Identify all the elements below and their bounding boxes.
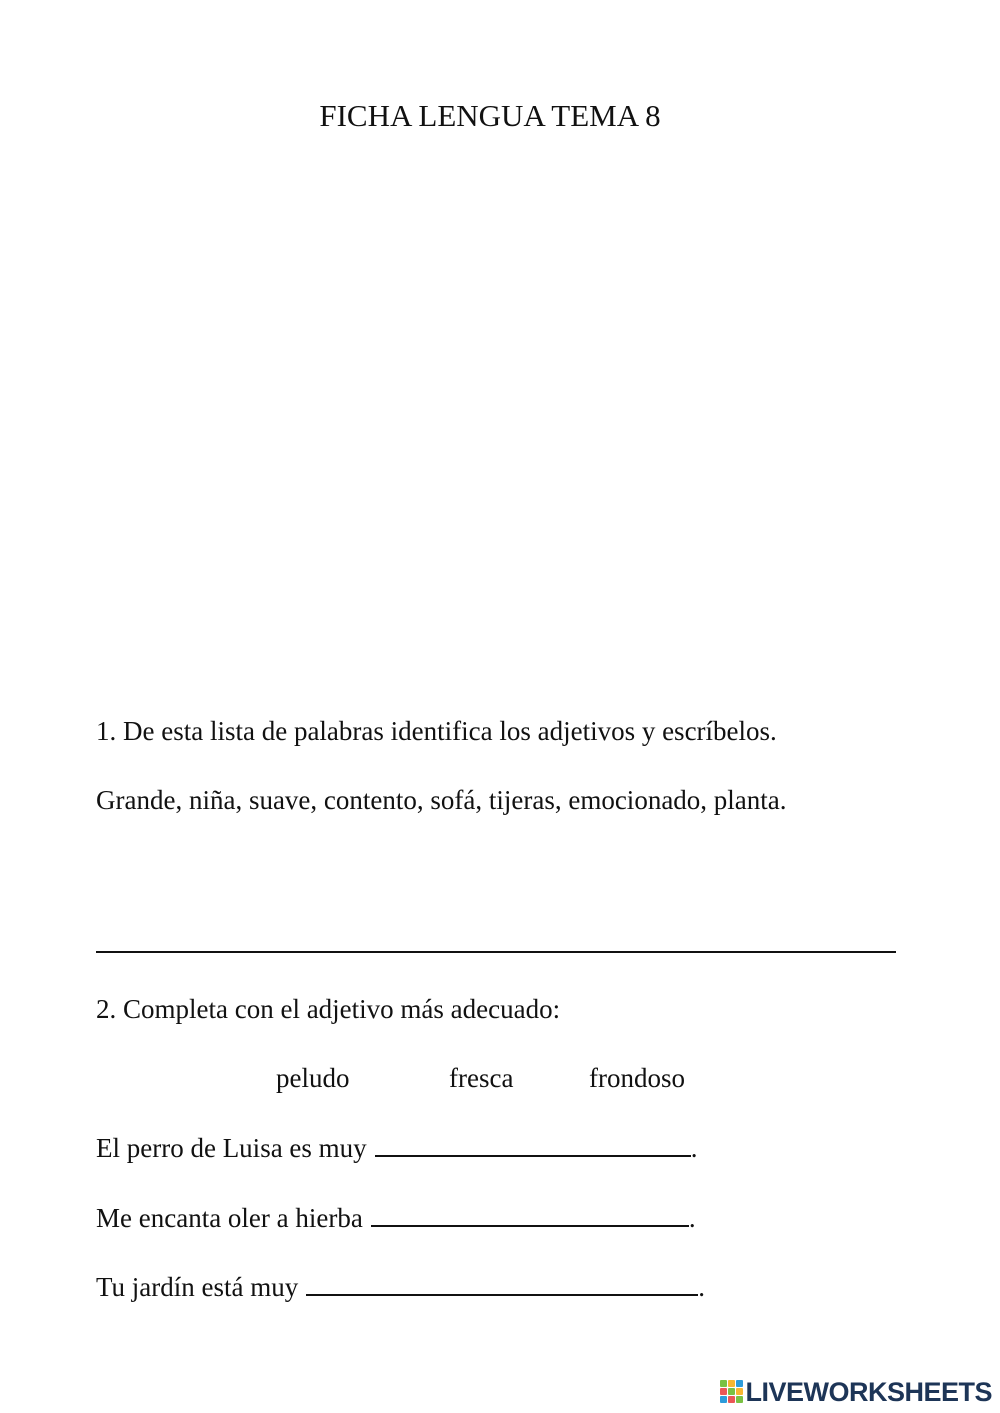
sentence-text: El perro de Luisa es muy bbox=[96, 1133, 367, 1163]
blank-input[interactable] bbox=[375, 1133, 691, 1157]
option-word: peludo bbox=[276, 1063, 350, 1093]
footer-brand bbox=[720, 1377, 992, 1407]
blank-input[interactable] bbox=[371, 1203, 689, 1227]
blank-input[interactable] bbox=[306, 1272, 698, 1296]
liveworksheets-logo-icon bbox=[720, 1380, 742, 1404]
exercise-1-word-list: Grande, niña, suave, contento, sofá, tijeras, emocionado, planta. bbox=[96, 785, 787, 815]
sentence-end: . bbox=[690, 1133, 698, 1163]
sentence-1 bbox=[96, 1130, 697, 1166]
exercise-1-answer-line[interactable] bbox=[96, 951, 896, 953]
sentence-end: . bbox=[698, 1272, 705, 1302]
sentence-3 bbox=[96, 1269, 705, 1305]
option-word: fresca bbox=[449, 1063, 514, 1093]
brand-name: LIVEWORKSHEETS bbox=[745, 1376, 992, 1407]
sentence-text: Me encanta oler a hierba bbox=[96, 1203, 363, 1233]
exercise-2-prompt: 2. Completa con el adjetivo más adecuado: bbox=[96, 994, 561, 1024]
option-word: frondoso bbox=[589, 1063, 685, 1093]
page-title: FICHA LENGUA TEMA 8 bbox=[319, 98, 661, 133]
sentence-end: . bbox=[688, 1203, 696, 1233]
exercise-1-prompt: 1. De esta lista de palabras identifica los adjetivos y escríbelos. bbox=[96, 716, 777, 746]
sentence-text: Tu jardín está muy bbox=[96, 1272, 299, 1302]
sentence-2 bbox=[96, 1200, 696, 1236]
